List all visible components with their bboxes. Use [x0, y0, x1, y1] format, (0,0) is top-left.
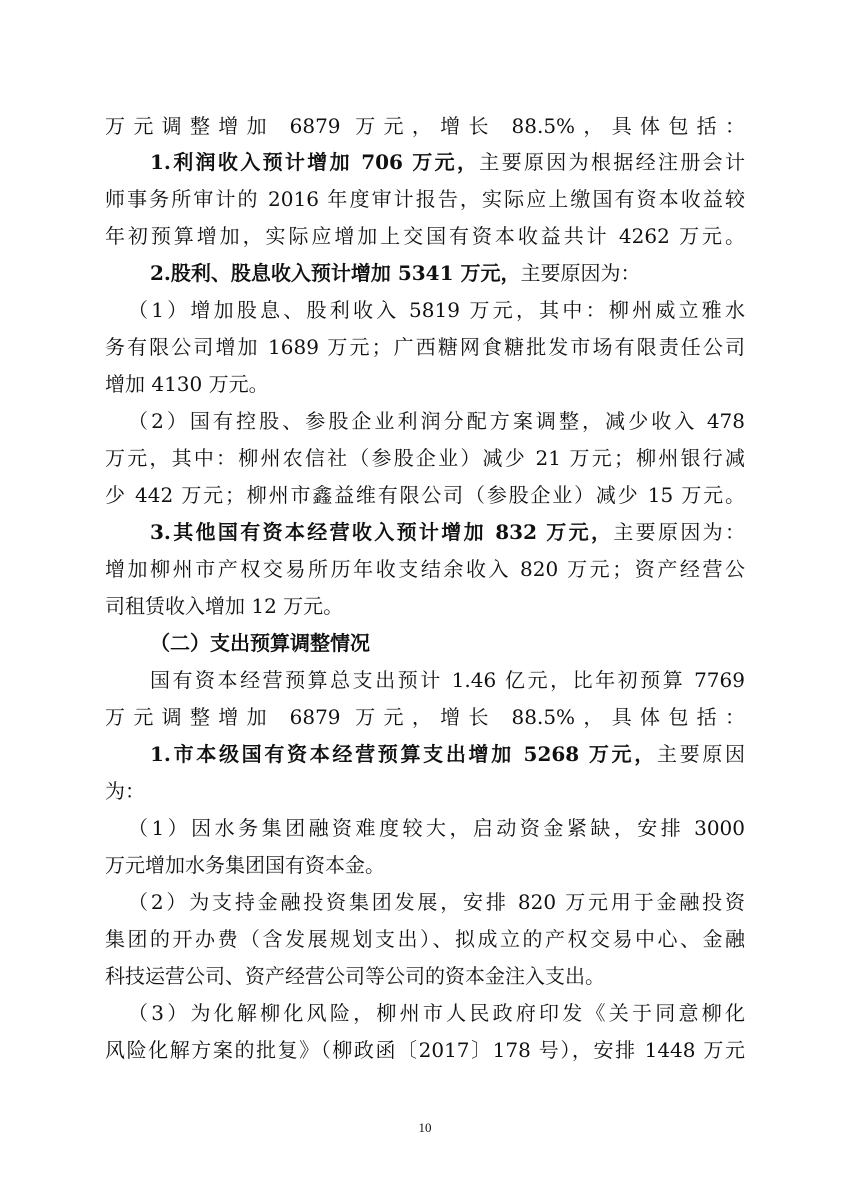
text-line-2	[150, 147, 745, 177]
section-heading-expenditure: （二）支出预算调整情况	[150, 631, 370, 655]
text-line-6: （1）增加股息、股利收入 5819 万元，其中：柳州威立雅水	[128, 298, 745, 322]
heading-city-expenditure: 1.市本级国有资本经营预算支出增加 5268 万元，	[150, 742, 657, 766]
text-segment: 主要原因为根据经注册会计	[479, 150, 745, 174]
text-line-12	[150, 517, 745, 547]
text-segment: 主要原因为：	[613, 520, 745, 544]
text-segment: 主要原因为：	[520, 261, 641, 285]
text-line-23: 集团的开办费（含发展规划支出）、拟成立的产权交易中心、金融	[105, 927, 745, 951]
text-line-11: 少 442 万元；柳州市鑫益维有限公司（参股企业）减少 15 万元。	[105, 483, 745, 507]
heading-dividend-income: 2.股利、股息收入预计增加 5341 万元，	[150, 261, 521, 285]
text-line-22: （2）为支持金融投资集团发展，安排 820 万元用于金融投资	[128, 890, 745, 914]
text-line-9: （2）国有控股、参股企业利润分配方案调整，减少收入 478	[128, 409, 745, 433]
text-line-16: 国有资本经营预算总支出预计 1.46 亿元，比年初预算 7769	[150, 668, 745, 692]
text-segment: 主要原因	[656, 742, 745, 766]
text-line-7: 务有限公司增加 1689 万元；广西糖网食糖批发市场有限责任公司	[105, 335, 745, 359]
text-line-8: 增加 4130 万元。	[105, 372, 269, 396]
text-line-4: 年初预算增加，实际应增加上交国有资本收益共计 4262 万元。	[105, 224, 745, 248]
text-line-24: 科技运营公司、资产经营公司等公司的资本金注入支出。	[105, 964, 605, 988]
text-line-20: （1）因水务集团融资难度较大，启动资金紧缺，安排 3000	[128, 816, 745, 840]
heading-profit-income: 1.利润收入预计增加 706 万元，	[150, 150, 480, 174]
heading-other-income: 3.其他国有资本经营收入预计增加 832 万元，	[150, 520, 614, 544]
text-line-3: 师事务所审计的 2016 年度审计报告，实际应上缴国有资本收益较	[105, 187, 745, 211]
text-line-26: 风险化解方案的批复》（柳政函〔2017〕178 号），安排 1448 万元	[105, 1038, 745, 1062]
text-line-19: 为：	[105, 779, 145, 803]
text-line-13: 增加柳州市产权交易所历年收支结余收入 820 万元；资产经营公	[105, 557, 745, 581]
text-line-5	[150, 258, 745, 288]
text-line-21: 万元增加水务集团国有资本金。	[105, 853, 385, 877]
text-line-1: 万元调整增加 6879 万元，增长 88.5%，具体包括：	[105, 114, 745, 138]
page-number: 10	[418, 1120, 432, 1135]
text-line-17: 万元调整增加 6879 万元，增长 88.5%，具体包括：	[105, 705, 745, 729]
text-line-14: 司租赁收入增加 12 万元。	[105, 594, 344, 618]
text-line-18	[150, 739, 745, 769]
text-line-10: 万元，其中：柳州农信社（参股企业）减少 21 万元；柳州银行减	[105, 446, 745, 470]
text-line-25: （3）为化解柳化风险，柳州市人民政府印发《关于同意柳化	[128, 1001, 745, 1025]
